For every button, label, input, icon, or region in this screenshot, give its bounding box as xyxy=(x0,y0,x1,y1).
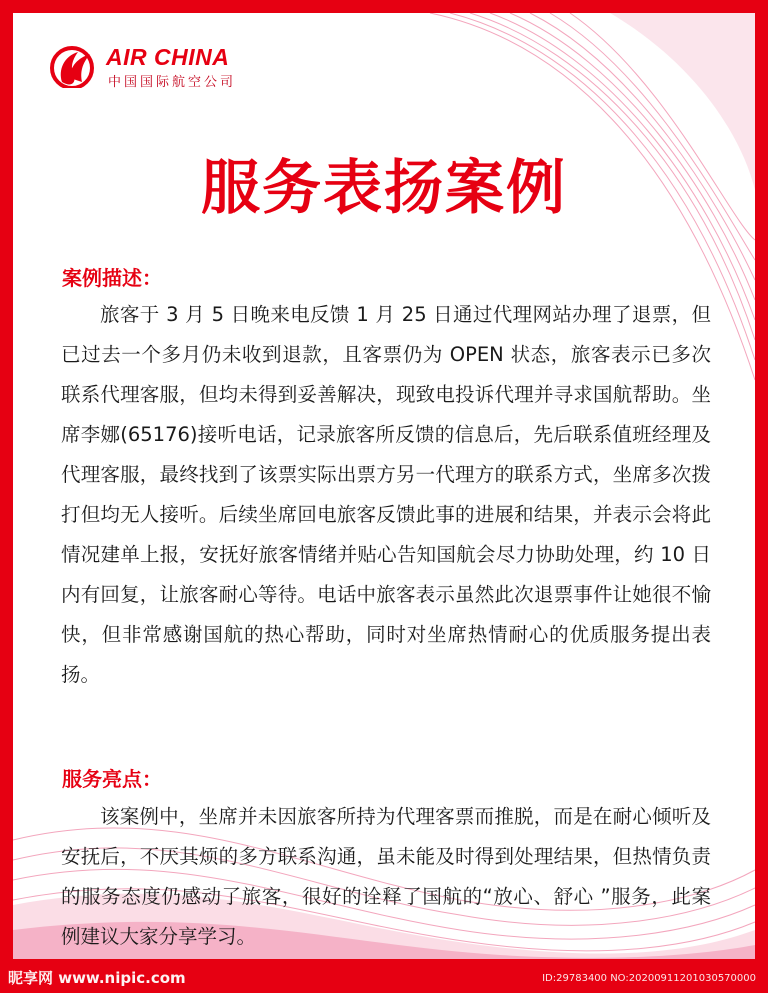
site-watermark: 昵享网 www.nipic.com xyxy=(8,969,186,987)
page-title: 服务表扬案例 xyxy=(200,153,567,222)
case-description-paragraph: 旅客于 3 月 5 日晚来电反馈 1 月 25 日通过代理网站办理了退票，但已过去一个多月仍未收到退款，且客票仍为 OPEN 状态，旅客表示已多次联系代理客服，但均未得到妥善解决，现致电投诉代理并寻求国航帮助。坐席李娜(65176)接听电话，记录旅客所反馈的信息后，先后联系值班经理及代理客服，最终找到了该票实际出票方另一代理方的联系方式，坐席多次拨打但均无人接听。后续坐席回电旅客反馈此事的进展和结果，并表示会将此情况建单上报，安抚好旅客情绪并贴心告知国航会尽力协助处理，约 10 日内有回复，让旅客耐心等待。电话中旅客表示虽然此次退票事件让她很不愉快，但非常感谢国航的热心帮助，同时对坐席热情耐心的优质服务提出表扬。 xyxy=(61,303,711,686)
brand-name-english: AIR CHINA xyxy=(106,44,230,70)
service-highlights-paragraph: 该案例中，坐席并未因旅客所持为代理客票而推脱，而是在耐心倾听及安抚后，不厌其烦的多方联系沟通，虽未能及时得到处理结果，但热情负责的服务态度仍感动了旅客，很好的诠释了国航的“放心、舒心 ”服务，此案例建议大家分享学习。 xyxy=(61,805,711,948)
section-heading-case-description: 案例描述： xyxy=(62,266,162,290)
air-china-phoenix-logo-icon xyxy=(48,42,100,92)
brand-name-chinese: 中国国际航空公司 xyxy=(108,75,237,90)
image-id-watermark: ID:29783400 NO:20200911201030570000 xyxy=(542,973,756,984)
section-heading-service-highlights: 服务亮点： xyxy=(62,767,162,791)
